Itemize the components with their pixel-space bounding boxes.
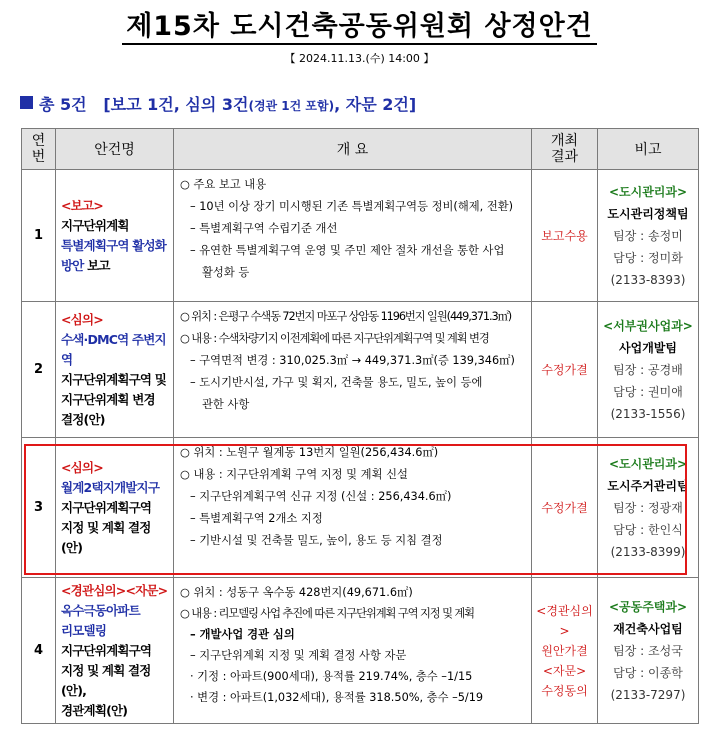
row-number: 3: [22, 438, 56, 578]
meeting-date: 【 2024.11.13.(수) 14:00 】: [284, 52, 435, 65]
header-note: 비고: [598, 129, 699, 170]
note-contact: <도시관리과> 도시관리정책팀 팀장 : 송정미 담당 : 정미화 (2133-8393): [598, 170, 699, 302]
meeting-result: 수정가결: [532, 302, 598, 438]
header-item: 안건명: [56, 129, 174, 170]
agenda-summary: 총 5건 [보고 1건, 심의 3건(경관 1건 포함), 자문 2건]: [20, 92, 416, 115]
agenda-overview: ○ 위치 : 노원구 월계동 13번지 일원(256,434.6㎡) ○ 내용 : 지구단위계획 구역 지정 및 계획 신설 – 지구단위계획구역 신규 지정 (신설 : 256,434.6㎡) – 특별계획구역 2개소 지정 – 기반시설 및 건축물 밀도, 높이, 용도 등 지침 결정: [174, 438, 532, 578]
note-contact: <공동주택과> 재건축사업팀 팀장 : 조성국 담당 : 이종학 (2133-7297): [598, 578, 699, 724]
table-row: [22, 578, 699, 724]
table-row: [22, 170, 699, 302]
agenda-item-name: <경관심의><자문> 옥수극동아파트 리모델링 지구단위계획구역 지정 및 계획 결정(안), 경관계획(안): [56, 578, 174, 724]
header-overview: 개 요: [174, 129, 532, 170]
agenda-overview: ○ 위치 : 성동구 옥수동 428번지(49,671.6㎡) ○ 내용 : 리모델링 사업 추진에 따른 지구단위계획 구역 지정 및 계획 – 개발사업 경관 심의 – 지구단위계획 지정 및 계획 결정 사항 자문 · 기정 : 아파트(900세대), 용적률 219.74%, 층수 –1/15 · 변경 : 아파트(1,032세대), 용적률 318.50%, 층수 –5/19: [174, 578, 532, 724]
row-number: 4: [22, 578, 56, 724]
page-title: 제15차 도시건축공동위원회 상정안건: [0, 4, 719, 43]
table-row: [22, 438, 699, 578]
agenda-item-name: <심의> 월계2택지개발지구 지구단위계획구역 지정 및 계획 결정(안): [56, 438, 174, 578]
square-bullet-icon: [20, 96, 33, 109]
row-number: 1: [22, 170, 56, 302]
meeting-result: <경관심의> 원안가결 <자문> 수정동의: [532, 578, 598, 724]
header-no: 연 번: [22, 129, 56, 170]
note-contact: <도시관리과> 도시주거관리팀 팀장 : 정광재 담당 : 한인식 (2133-8399): [598, 438, 699, 578]
agenda-item-name: <심의> 수색·DMC역 주변지역 지구단위계획구역 및 지구단위계획 변경 결정(안): [56, 302, 174, 438]
agenda-overview: ○ 주요 보고 내용 – 10년 이상 장기 미시행된 기존 특별계획구역등 정비(해제, 전환) – 특별계획구역 수립기준 개선 – 유연한 특별계획구역 운영 및 주민 제안 절차 개선을 통한 사업 활성화 등: [174, 170, 532, 302]
table-header-row: [22, 129, 699, 170]
table-row: [22, 302, 699, 438]
header-result: 개최 결과: [532, 129, 598, 170]
note-contact: <서부권사업과> 사업개발팀 팀장 : 공경배 담당 : 권미애 (2133-1556): [598, 302, 699, 438]
agenda-table: [21, 128, 699, 724]
agenda-overview: ○ 위치 : 은평구 수색동 72번지 마포구 상암동 1196번지 일원(449,371.3㎡) ○ 내용 : 수색차량기지 이전계획에 따른 지구단위계획구역 및 계획 변경 – 구역면적 변경 : 310,025.3㎡ → 449,371.3㎡(증 139,346㎡) – 도시기반시설, 가구 및 획지, 건축물 용도, 밀도, 높이 등에 관한 사항: [174, 302, 532, 438]
meeting-result: 보고수용: [532, 170, 598, 302]
agenda-item-name: <보고> 지구단위계획 특별계획구역 활성화 방안 보고: [56, 170, 174, 302]
row-number: 2: [22, 302, 56, 438]
meeting-result: 수정가결: [532, 438, 598, 578]
